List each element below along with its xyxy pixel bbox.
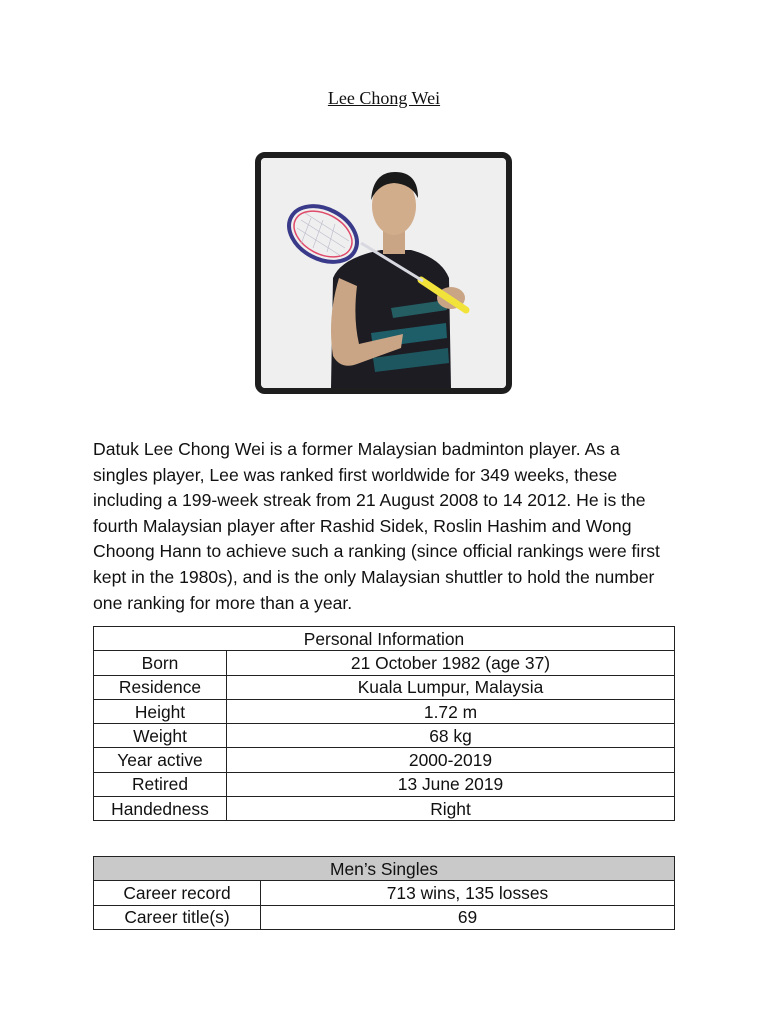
- biography-paragraph: Datuk Lee Chong Wei is a former Malaysian badminton player. As a singles player, Lee was ranked first worldwide for 349 weeks, these including a 199-week streak from 21 August 2008 to 14 2012. He is the fourth Malaysian player after Rashid Sidek, Roslin Hashim and Wong Choong Hann to achieve such a ranking (since official rankings were first kept in the 1980s), and is the only Malaysian shuttler to hold the number one ranking for more than a year.: [93, 439, 660, 613]
- row-label: Height: [94, 699, 227, 723]
- player-photo-illustration: [261, 158, 506, 388]
- table-row: [94, 675, 675, 699]
- table-row: [94, 699, 675, 723]
- row-label: Career title(s): [94, 905, 261, 929]
- row-value: 1.72 m: [227, 699, 675, 723]
- row-label: Residence: [94, 675, 227, 699]
- table-row: [94, 772, 675, 796]
- row-label: Weight: [94, 724, 227, 748]
- table-row: [94, 724, 675, 748]
- row-value: 68 kg: [227, 724, 675, 748]
- row-value: 69: [261, 905, 675, 929]
- table-row: [94, 881, 675, 905]
- row-label: Handedness: [94, 797, 227, 821]
- personal-information-header: Personal Information: [94, 627, 675, 651]
- row-label: Year active: [94, 748, 227, 772]
- table-row: [94, 797, 675, 821]
- row-value: 2000-2019: [227, 748, 675, 772]
- row-label: Born: [94, 651, 227, 675]
- row-value: 713 wins, 135 losses: [261, 881, 675, 905]
- mens-singles-header: Men’s Singles: [94, 857, 675, 881]
- mens-singles-table: [93, 856, 675, 930]
- row-value: 13 June 2019: [227, 772, 675, 796]
- table-row: [94, 905, 675, 929]
- row-value: 21 October 1982 (age 37): [227, 651, 675, 675]
- table-row: [94, 651, 675, 675]
- page-title: Lee Chong Wei: [327, 88, 441, 108]
- table-row: [94, 748, 675, 772]
- personal-information-table: [93, 626, 675, 821]
- row-label: Career record: [94, 881, 261, 905]
- row-value: Kuala Lumpur, Malaysia: [227, 675, 675, 699]
- player-photo: [255, 152, 512, 394]
- row-value: Right: [227, 797, 675, 821]
- row-label: Retired: [94, 772, 227, 796]
